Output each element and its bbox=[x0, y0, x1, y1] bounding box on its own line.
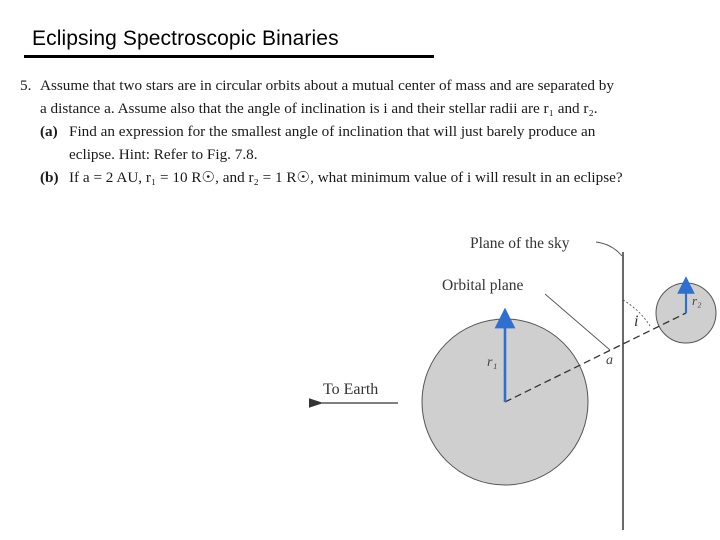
to-earth-label: To Earth bbox=[323, 381, 379, 398]
part-a-text-line-1: Find an expression for the smallest angle of inclination that will just barely produce an bbox=[69, 123, 596, 140]
problem-text-line-2: a distance a. Assume also that the angle of inclination is i and their stellar radii are r₁ and r₂. bbox=[40, 100, 598, 117]
plane-of-sky-label: Plane of the sky bbox=[470, 235, 570, 252]
r1-label: r₁ bbox=[487, 355, 498, 370]
orbital-plane-label: Orbital plane bbox=[442, 277, 524, 294]
plane-of-sky-leader bbox=[596, 242, 622, 256]
part-a-text-line-2: eclipse. Hint: Refer to Fig. 7.8. bbox=[69, 146, 258, 163]
part-b-text-line-1: If a = 2 AU, r₁ = 10 R☉, and r₂ = 1 R☉, what minimum value of i will result in an eclipse? bbox=[69, 169, 623, 186]
problem-text-line-1: Assume that two stars are in circular orbits about a mutual center of mass and are separated by bbox=[40, 77, 614, 94]
problem-number: 5. bbox=[20, 77, 32, 94]
part-a-label: (a) bbox=[40, 123, 58, 140]
inclination-label: i bbox=[634, 313, 639, 330]
part-b-label: (b) bbox=[40, 169, 59, 186]
r2-label: r₂ bbox=[692, 293, 702, 308]
separation-label: a bbox=[606, 353, 613, 368]
slide-title: Eclipsing Spectroscopic Binaries bbox=[32, 27, 339, 50]
